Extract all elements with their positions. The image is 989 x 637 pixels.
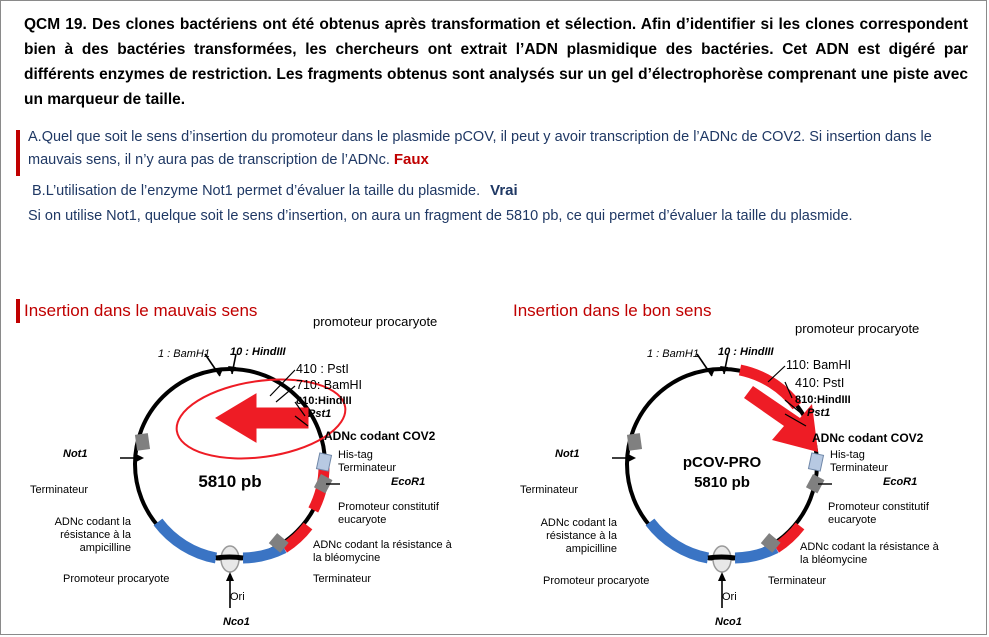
left-promoter-title: promoteur procaryote [313, 314, 438, 329]
left-label-his-tag: His-tag [338, 449, 373, 461]
right-figure-heading: Insertion dans le bon sens [513, 301, 712, 320]
left-label-adnc-cov2: ADNc codant COV2 [324, 429, 436, 443]
question-text: QCM 19. Des clones bactériens ont été obtenus après transformation et sélection. Afin d’identifier si les clones correspondent bien à des bactéries transformées, les chercheurs ont extrait l’ADN plasmidique des bactéries. Cet ADN est digéré par différents enzymes de restriction. Les fragments obtenus sont analysés sur un gel d’électrophorèse comprenant une piste avec un marqueur de taille. [24, 16, 968, 109]
left-label-promoteur-procaryote-bottom: Promoteur procaryote [63, 573, 170, 585]
answer-a-verdict: Faux [393, 151, 429, 169]
right-label-terminateur-right: Terminateur [830, 462, 889, 474]
left-site-hindiii: 10 : HindIII [230, 346, 286, 358]
left-label-terminateur-bottom: Terminateur [313, 573, 372, 585]
right-label-ecor1: EcoR1 [883, 476, 918, 488]
left-label-ori: Ori [230, 591, 245, 603]
right-label-terminateur-left: Terminateur [520, 484, 579, 496]
right-label-terminateur-bottom: Terminateur [768, 575, 827, 587]
right-label-adnc-ampicilline: ADNc codant la résistance à la ampicilline [540, 517, 617, 556]
left-site-bamh1: 1 : BamH1 [158, 348, 210, 360]
left-figure-heading: Insertion dans le mauvais sens [24, 301, 258, 320]
right-label-promoteur-constitutif: Promoteur constitutif eucaryote [828, 501, 929, 527]
answer-accent-bar [16, 130, 20, 176]
answer-b-statement: B.L’utilisation de l’enzyme Not1 permet d’évaluer la taille du plasmide. [32, 183, 481, 199]
left-site-hindiii-810: 810:HindIII [296, 395, 352, 407]
left-label-nco1: Nco1 [223, 616, 250, 628]
left-site-pst1: Pst1 [308, 408, 332, 420]
right-label-his-tag: His-tag [830, 449, 865, 461]
left-label-terminateur-right: Terminateur [338, 462, 397, 474]
right-site-bamh1: 1 : BamH1 [647, 348, 699, 360]
left-center-size: 5810 pb [198, 472, 262, 491]
answer-a [28, 126, 958, 172]
answer-a-correction: Si insertion dans le mauvais sens, il n’y aura pas de transcription de l’ADNc. [28, 129, 932, 169]
right-site-pstI: 410: PstI [795, 376, 845, 390]
right-plasmid-figure [500, 336, 989, 636]
answer-b-explanation: Si on utilise Not1, quelque soit le sens d’insertion, on aura un fragment de 5810 pb, ce qui permet d’évaluer la taille du plasmide. [28, 208, 853, 224]
left-plasmid-figure [8, 336, 502, 636]
answer-a-statement: A.Quel que soit le sens d’insertion du promoteur dans le plasmide pCOV, il peut y avoir transcription de l’ADNc de COV2. [28, 129, 806, 145]
left-heading-accent-bar [16, 299, 20, 323]
right-promoter-title: promoteur procaryote [795, 321, 920, 336]
right-label-promoteur-procaryote-bottom: Promoteur procaryote [543, 575, 650, 587]
right-site-bamhi: 110: BamHI [786, 358, 852, 372]
right-site-hindiii-810: 810:HindIII [795, 394, 851, 406]
left-site-pstI: 410 : PstI [296, 362, 349, 376]
left-label-ecor1: EcoR1 [391, 476, 426, 488]
right-label-not1: Not1 [555, 448, 580, 460]
answer-b [32, 182, 942, 199]
left-label-terminateur-left: Terminateur [30, 484, 89, 496]
insert-direction-arrow [216, 394, 308, 442]
left-label-adnc-ampicilline: ADNc codant la résistance à la ampicilline [54, 516, 131, 555]
right-label-adnc-bleomycine: ADNc codant la résistance à la bléomycine [800, 541, 939, 567]
right-center-size: 5810 pb [694, 474, 750, 491]
left-label-promoteur-constitutif: Promoteur constitutif eucaryote [338, 501, 439, 527]
left-label-not1: Not1 [63, 448, 88, 460]
answer-b-verdict: Vrai [490, 182, 518, 199]
right-label-nco1: Nco1 [715, 616, 742, 628]
left-site-bamhi: 710: BamHI [296, 378, 363, 392]
right-label-ori: Ori [722, 591, 737, 603]
right-site-pst1: Pst1 [807, 407, 831, 419]
right-site-hindiii: 10 : HindIII [718, 346, 774, 358]
left-label-adnc-bleomycine: ADNc codant la résistance à la bléomycine [313, 539, 452, 565]
right-label-adnc-cov2: ADNc codant COV2 [812, 431, 924, 445]
right-center-title: pCOV-PRO [682, 454, 762, 471]
